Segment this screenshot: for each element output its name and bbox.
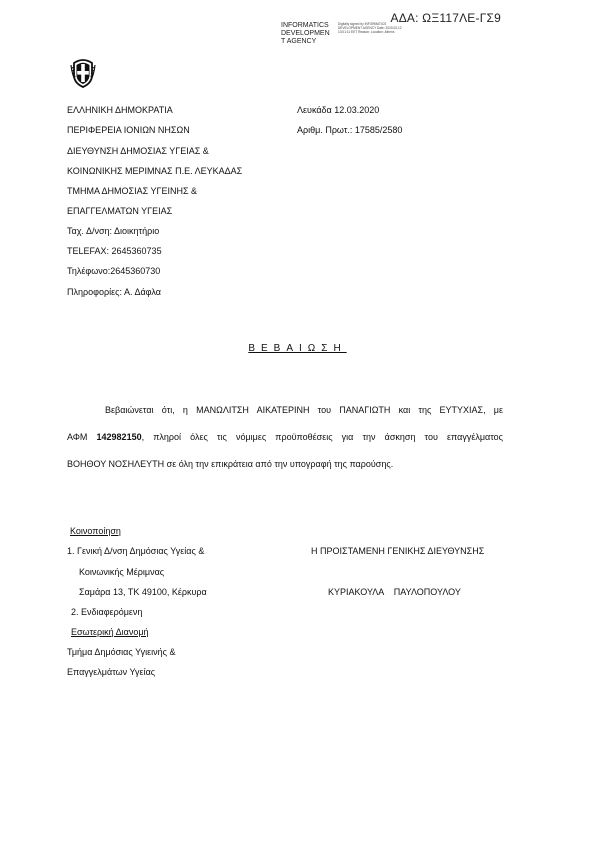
- sender-line: ΕΠΑΓΓΕΛΜΑΤΩΝ ΥΓΕΙΑΣ: [67, 206, 173, 216]
- sender-line: ΕΛΛΗΝΙΚΗ ΔΗΜΟΚΡΑΤΙΑ: [67, 105, 173, 115]
- cc-heading: Κοινοποίηση: [70, 526, 121, 536]
- sender-line: ΚΟΙΝΩΝΙΚΗΣ ΜΕΡΙΜΝΑΣ Π.Ε. ΛΕΥΚΑΔΑΣ: [67, 166, 243, 176]
- sender-telefax: TELEFAX: 2645360735: [67, 246, 162, 256]
- cc-item: Κοινωνικής Μέριμνας: [79, 567, 165, 577]
- document-title: ΒΕΒΑΙΩΣΗ: [248, 343, 347, 354]
- internal-item: Τμήμα Δημόσιας Υγιεινής &: [67, 647, 176, 657]
- logo-line: T AGENCY: [281, 38, 317, 45]
- body-line: [67, 432, 503, 443]
- digital-signature-info: Digitally signed by INFORMATICS DEVELOPMENT AGENCY Date: 2020.03.12 13:01:11 EET Reason: Location: Athens: [338, 22, 402, 35]
- logo-line: DEVELOPMEN: [281, 30, 330, 37]
- signatory-role: Η ΠΡΟΙΣΤΑΜΕΝΗ ΓΕΝΙΚΗΣ ΔΙΕΥΘΥΝΣΗΣ: [311, 546, 485, 556]
- logo-line: INFORMATICS: [281, 22, 329, 29]
- sender-phone: Τηλέφωνο:2645360730: [67, 266, 161, 276]
- signatory-name: ΚΥΡΙΑΚΟΥΛΑ ΠΑΥΛΟΠΟΥΛΟΥ: [328, 587, 461, 597]
- greek-coat-of-arms-icon: [70, 55, 96, 89]
- sender-address: Ταχ. Δ/νση: Διοικητήριο: [67, 226, 160, 236]
- cc-item: 2. Ενδιαφερόμενη: [71, 607, 143, 617]
- body-line: Βεβαιώνεται ότι, η ΜΑΝΩΛΙΤΣΗ ΑΙΚΑΤΕΡΙΝΗ του ΠΑΝΑΓΙΩΤΗ και της ΕΥΤΥΧΙΑΣ, με: [105, 405, 503, 415]
- sender-line: ΤΜΗΜΑ ΔΗΜΟΣΙΑΣ ΥΓΕΙΝΗΣ &: [67, 186, 198, 196]
- place-date: Λευκάδα 12.03.2020: [297, 105, 380, 115]
- body-line: ΒΟΗΘΟΥ ΝΟΣΗΛΕΥΤΗ σε όλη την επικράτεια από την υπογραφή της παρούσης.: [67, 459, 394, 469]
- cc-item: Σαμάρα 13, ΤΚ 49100, Κέρκυρα: [79, 587, 207, 597]
- internal-item: Επαγγελμάτων Υγείας: [67, 667, 156, 677]
- sender-line: ΔΙΕΥΘΥΝΣΗ ΔΗΜΟΣΙΑΣ ΥΓΕΙΑΣ &: [67, 146, 209, 156]
- body-text: , πληροί όλες τις νόμιμες προϋποθέσεις για την άσκηση του επαγγέλματος: [141, 432, 503, 442]
- informatics-logo: [281, 22, 330, 46]
- sender-line: ΠΕΡΙΦΕΡΕΙΑ ΙΟΝΙΩΝ ΝΗΣΩΝ: [67, 125, 190, 135]
- internal-heading: Εσωτερική Διανομή: [71, 627, 149, 637]
- sender-info: Πληροφορίες: Α. Δάφλα: [67, 287, 161, 297]
- protocol-number: Αριθμ. Πρωτ.: 17585/2580: [297, 125, 403, 135]
- body-text: ΑΦΜ: [67, 432, 97, 442]
- ada-number: ΑΔΑ: ΩΞ117ΛΕ-ΓΣ9: [390, 11, 501, 25]
- afm-number: 142982150: [96, 432, 142, 442]
- cc-item: 1. Γενική Δ/νση Δημόσιας Υγείας &: [67, 546, 205, 556]
